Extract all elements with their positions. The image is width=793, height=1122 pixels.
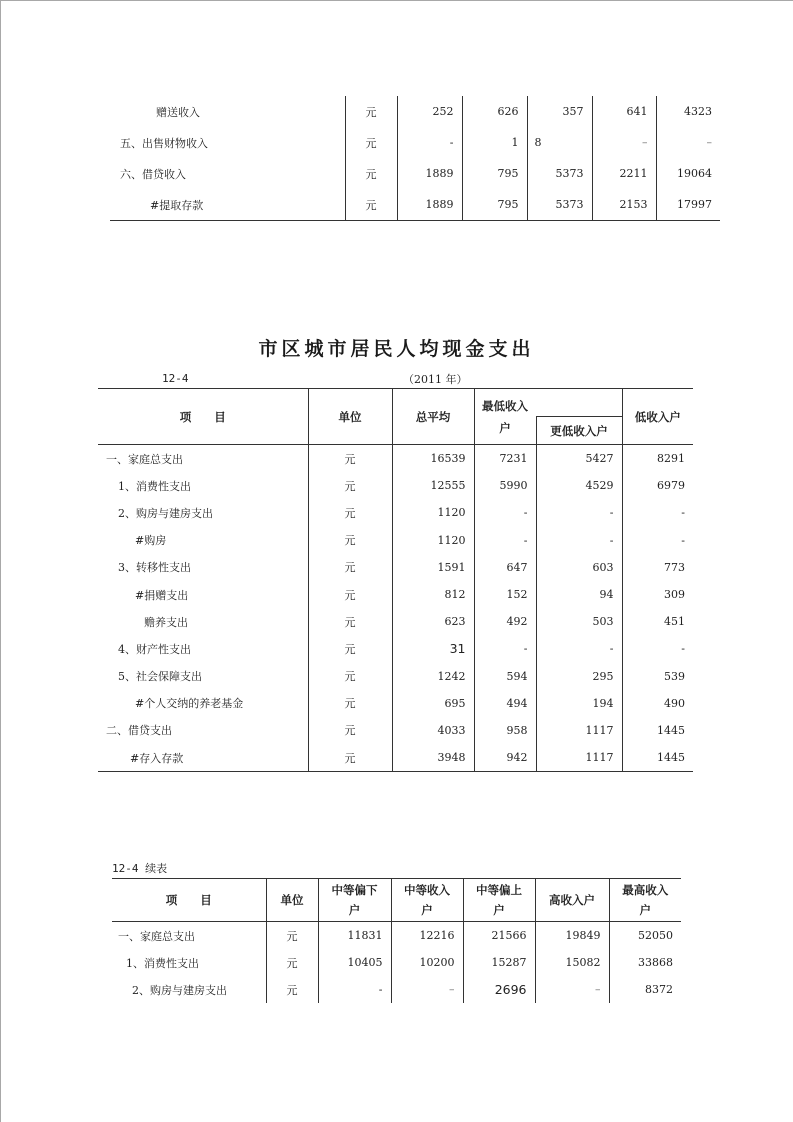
value-cell: 492 <box>474 608 536 635</box>
value-cell: 21566 <box>463 922 535 950</box>
unit-cell: 元 <box>345 189 397 221</box>
value-cell: 647 <box>474 554 536 581</box>
value-cell: 958 <box>474 717 536 744</box>
value-cell: 503 <box>536 608 622 635</box>
table-row <box>112 922 681 950</box>
unit-cell: 元 <box>345 127 397 158</box>
value-cell: 31 <box>392 635 474 662</box>
value-cell: 4323 <box>656 96 720 127</box>
table-year: （2011 年） <box>403 373 468 386</box>
value-cell: 812 <box>392 581 474 608</box>
value-cell: 8372 <box>609 976 681 1003</box>
unit-cell: 元 <box>308 499 392 526</box>
value-cell: 16539 <box>392 445 474 473</box>
value-cell: 309 <box>622 581 693 608</box>
value-cell: 17997 <box>656 189 720 221</box>
value-cell: 5427 <box>536 445 622 473</box>
header-unit: 单位 <box>266 879 318 922</box>
unit-cell: 元 <box>308 663 392 690</box>
value-cell: 8291 <box>622 445 693 473</box>
row-label: 赡养支出 <box>144 615 188 629</box>
row-label: #个人交纳的养老基金 <box>135 697 244 711</box>
row-label: 5、社会保障支出 <box>118 670 202 684</box>
unit-cell: 元 <box>308 581 392 608</box>
value-cell: 626 <box>462 96 527 127</box>
header-lower-income: 更低收入户 <box>536 417 622 445</box>
header-middle: 中等收入户 <box>391 879 463 922</box>
unit-cell: 元 <box>308 635 392 662</box>
value-cell: 1591 <box>392 554 474 581</box>
value-cell: – <box>592 127 656 158</box>
header-high: 高收入户 <box>535 879 609 922</box>
value-cell: – <box>656 127 720 158</box>
value-cell: 2696 <box>463 976 535 1003</box>
value-cell: 12216 <box>391 922 463 950</box>
table-row <box>98 690 693 717</box>
unit-cell: 元 <box>308 472 392 499</box>
value-cell: 357 <box>527 96 592 127</box>
value-cell: - <box>622 635 693 662</box>
table-row <box>98 472 693 499</box>
expenditure-table-continued <box>112 878 681 1003</box>
value-cell: 15287 <box>463 949 535 976</box>
table-row <box>110 189 720 221</box>
header-lower-middle: 中等偏下户 <box>318 879 391 922</box>
unit-cell: 元 <box>308 527 392 554</box>
unit-cell: 元 <box>266 976 318 1003</box>
value-cell: 152 <box>474 581 536 608</box>
value-cell: 10200 <box>391 949 463 976</box>
unit-cell: 元 <box>308 744 392 772</box>
value-cell: 1242 <box>392 663 474 690</box>
value-cell: - <box>622 499 693 526</box>
row-label: #捐赠支出 <box>135 588 189 602</box>
row-label: 3、转移性支出 <box>118 561 191 575</box>
value-cell: 19849 <box>535 922 609 950</box>
value-cell: 11831 <box>318 922 391 950</box>
row-label: 4、财产性支出 <box>118 642 191 656</box>
value-cell: 3948 <box>392 744 474 772</box>
table-row <box>98 744 693 772</box>
row-label: 2、购房与建房支出 <box>132 983 227 997</box>
value-cell: - <box>318 976 391 1003</box>
value-cell: - <box>474 499 536 526</box>
value-cell: - <box>536 527 622 554</box>
table-row <box>98 608 693 635</box>
unit-cell: 元 <box>308 717 392 744</box>
table-row <box>98 717 693 744</box>
unit-cell: 元 <box>308 608 392 635</box>
value-cell: – <box>535 976 609 1003</box>
value-cell: 1445 <box>622 717 693 744</box>
row-label: #提取存款 <box>150 198 204 212</box>
row-label: 六、借贷收入 <box>120 167 186 181</box>
header-spacer <box>536 389 622 417</box>
value-cell: 451 <box>622 608 693 635</box>
row-label: 五、出售财物收入 <box>120 136 208 150</box>
value-cell: - <box>622 527 693 554</box>
unit-cell: 元 <box>345 158 397 189</box>
value-cell: 2211 <box>592 158 656 189</box>
header-item: 项 目 <box>98 389 308 445</box>
value-cell: 4529 <box>536 472 622 499</box>
value-cell: 4033 <box>392 717 474 744</box>
row-label: #购房 <box>135 534 167 548</box>
value-cell: 623 <box>392 608 474 635</box>
table-row <box>110 158 720 189</box>
value-cell: 5990 <box>474 472 536 499</box>
row-label: 1、消费性支出 <box>118 479 191 493</box>
unit-cell: 元 <box>266 949 318 976</box>
table-row <box>98 581 693 608</box>
header-unit: 单位 <box>308 389 392 445</box>
value-cell: 12555 <box>392 472 474 499</box>
row-label: 1、消费性支出 <box>126 956 199 970</box>
value-cell: 594 <box>474 663 536 690</box>
value-cell: 1889 <box>397 189 462 221</box>
value-cell: 490 <box>622 690 693 717</box>
table-row <box>110 127 720 158</box>
expenditure-table <box>98 388 693 772</box>
value-cell: - <box>397 127 462 158</box>
value-cell: 641 <box>592 96 656 127</box>
table-row <box>112 949 681 976</box>
income-table-continued <box>110 96 720 221</box>
value-cell: 5373 <box>527 189 592 221</box>
value-cell: 1 <box>462 127 527 158</box>
value-cell: - <box>474 527 536 554</box>
unit-cell: 元 <box>308 445 392 473</box>
row-label: 二、借贷支出 <box>106 724 172 738</box>
value-cell: 19064 <box>656 158 720 189</box>
table-row <box>98 445 693 473</box>
value-cell: 494 <box>474 690 536 717</box>
table-row <box>98 635 693 662</box>
value-cell: 2153 <box>592 189 656 221</box>
value-cell: 33868 <box>609 949 681 976</box>
value-cell: 5373 <box>527 158 592 189</box>
unit-cell: 元 <box>308 554 392 581</box>
table-row <box>112 976 681 1003</box>
value-cell: 795 <box>462 158 527 189</box>
value-cell: 252 <box>397 96 462 127</box>
page-title: 市区城市居民人均现金支出 <box>258 338 535 360</box>
value-cell: 295 <box>536 663 622 690</box>
unit-cell: 元 <box>345 96 397 127</box>
row-label: 赠送收入 <box>156 105 200 119</box>
value-cell: - <box>536 499 622 526</box>
header-upper-middle: 中等偏上户 <box>463 879 535 922</box>
value-cell: 1120 <box>392 527 474 554</box>
header-item: 项 目 <box>112 879 266 922</box>
value-cell: 194 <box>536 690 622 717</box>
value-cell: 942 <box>474 744 536 772</box>
value-cell: 603 <box>536 554 622 581</box>
value-cell: 695 <box>392 690 474 717</box>
table-row <box>98 554 693 581</box>
table-row <box>98 663 693 690</box>
value-cell: 94 <box>536 581 622 608</box>
value-cell: 1117 <box>536 717 622 744</box>
row-label: #存入存款 <box>130 751 184 765</box>
header-average: 总平均 <box>392 389 474 445</box>
value-cell: 773 <box>622 554 693 581</box>
value-cell: 52050 <box>609 922 681 950</box>
value-cell: 795 <box>462 189 527 221</box>
value-cell: 539 <box>622 663 693 690</box>
header-low-income: 低收入户 <box>622 389 693 445</box>
value-cell: 8 <box>527 127 592 158</box>
header-highest: 最高收入户 <box>609 879 681 922</box>
value-cell: 1889 <box>397 158 462 189</box>
header-lowest-income: 最低收入户 <box>474 389 536 445</box>
row-label: 一、家庭总支出 <box>118 929 195 943</box>
value-cell: 1445 <box>622 744 693 772</box>
table-row <box>98 527 693 554</box>
table-row <box>98 499 693 526</box>
row-label: 一、家庭总支出 <box>106 452 183 466</box>
value-cell: 10405 <box>318 949 391 976</box>
table-number: 12-4 <box>162 372 189 385</box>
value-cell: 7231 <box>474 445 536 473</box>
table-row <box>110 96 720 127</box>
continuation-label: 12-4 续表 <box>112 862 168 875</box>
unit-cell: 元 <box>266 922 318 950</box>
value-cell: 15082 <box>535 949 609 976</box>
value-cell: - <box>474 635 536 662</box>
value-cell: 1120 <box>392 499 474 526</box>
value-cell: – <box>391 976 463 1003</box>
value-cell: 6979 <box>622 472 693 499</box>
value-cell: 1117 <box>536 744 622 772</box>
row-label: 2、购房与建房支出 <box>118 506 213 520</box>
unit-cell: 元 <box>308 690 392 717</box>
value-cell: - <box>536 635 622 662</box>
